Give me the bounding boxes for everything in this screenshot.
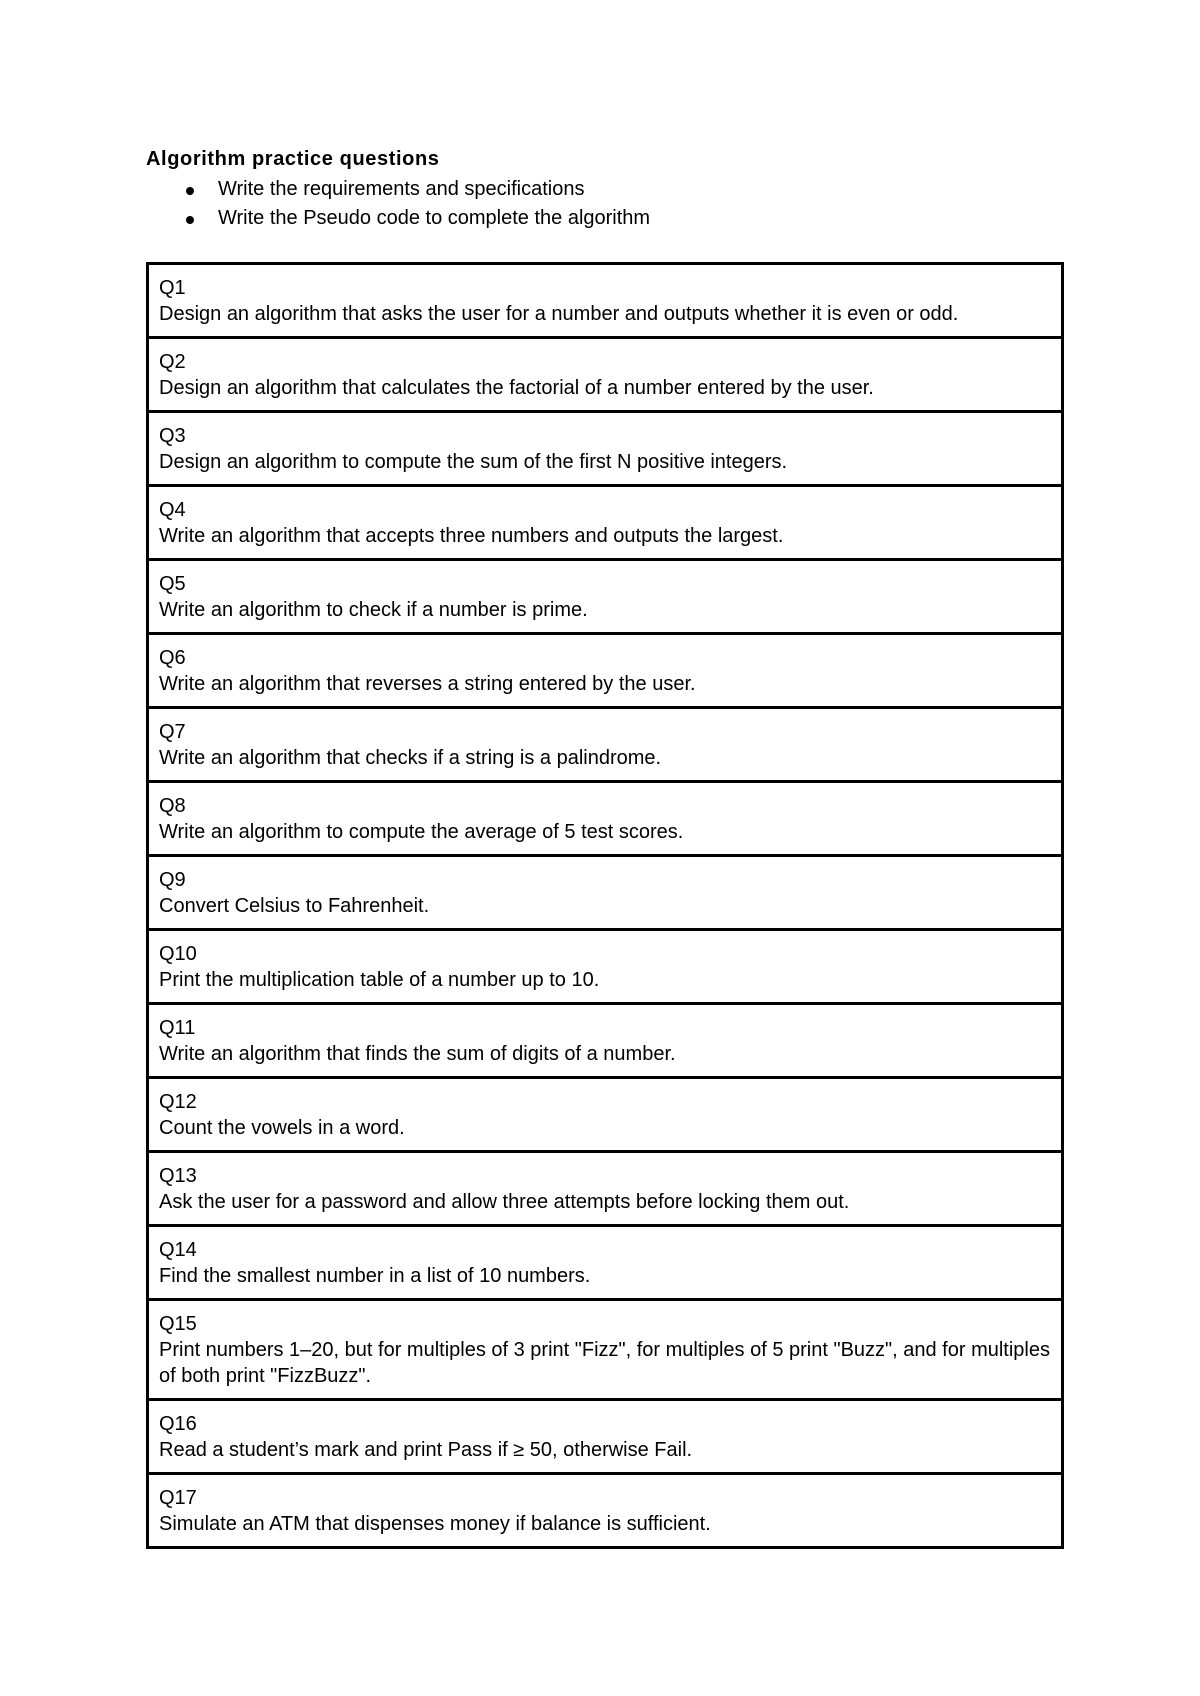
question-cell [148,1300,1063,1400]
question-text: Design an algorithm that asks the user for a number and outputs whether it is even or odd. [159,303,959,325]
question-cell [148,1474,1063,1548]
question-label: Q11 [159,1017,196,1039]
question-label: Q7 [159,721,186,743]
instruction-text: Write the Pseudo code to complete the algorithm [218,207,651,229]
question-cell [148,1078,1063,1152]
question-text: Print numbers 1–20, but for multiples of 3 print "Fizz", for multiples of 5 print "Buzz", and for multiples of both print "FizzBuzz". [159,1339,1050,1387]
instruction-item [146,204,650,233]
question-label: Q13 [159,1165,197,1187]
table-row [148,1078,1063,1152]
question-text: Read a student’s mark and print Pass if ≥ 50, otherwise Fail. [159,1439,693,1461]
question-text: Design an algorithm to compute the sum of the first N positive integers. [159,451,788,473]
question-text: Design an algorithm that calculates the factorial of a number entered by the user. [159,377,874,399]
table-row [148,856,1063,930]
question-label: Q3 [159,425,186,447]
question-text: Ask the user for a password and allow three attempts before locking them out. [159,1191,850,1213]
question-text: Write an algorithm to check if a number is prime. [159,599,588,621]
question-cell [148,264,1063,338]
table-row [148,1152,1063,1226]
question-label: Q12 [159,1091,197,1113]
table-row [148,708,1063,782]
question-text: Write an algorithm that reverses a string entered by the user. [159,673,696,695]
question-text: Write an algorithm that accepts three numbers and outputs the largest. [159,525,784,547]
table-row [148,634,1063,708]
question-cell [148,634,1063,708]
question-label: Q9 [159,869,186,891]
question-cell [148,1400,1063,1474]
table-row [148,782,1063,856]
question-text: Write an algorithm to compute the average of 5 test scores. [159,821,684,843]
question-text: Find the smallest number in a list of 10 numbers. [159,1265,591,1287]
table-row [148,412,1063,486]
table-row [148,1226,1063,1300]
question-label: Q16 [159,1413,197,1435]
table-row [148,1004,1063,1078]
question-label: Q14 [159,1239,197,1261]
table-row [148,1474,1063,1548]
question-cell [148,560,1063,634]
question-text: Simulate an ATM that dispenses money if balance is sufficient. [159,1513,711,1535]
instruction-text: Write the requirements and specifications [218,178,585,200]
table-row [148,264,1063,338]
question-label: Q8 [159,795,186,817]
question-label: Q15 [159,1313,197,1335]
instructions-list [146,175,650,233]
question-label: Q17 [159,1487,197,1509]
bullet-icon [186,187,194,195]
document-title: Algorithm practice questions [146,148,440,170]
table-row [148,930,1063,1004]
question-text: Write an algorithm that finds the sum of digits of a number. [159,1043,676,1065]
questions-table [146,262,1064,1549]
question-text: Write an algorithm that checks if a string is a palindrome. [159,747,662,769]
question-label: Q5 [159,573,186,595]
question-text: Convert Celsius to Fahrenheit. [159,895,430,917]
bullet-icon [186,216,194,224]
question-cell [148,856,1063,930]
question-label: Q2 [159,351,186,373]
question-cell [148,782,1063,856]
question-cell [148,412,1063,486]
question-cell [148,486,1063,560]
question-label: Q1 [159,277,186,299]
table-row [148,338,1063,412]
question-label: Q6 [159,647,186,669]
question-label: Q10 [159,943,197,965]
table-row [148,1400,1063,1474]
question-cell [148,930,1063,1004]
question-cell [148,708,1063,782]
question-cell [148,1152,1063,1226]
instruction-item [146,175,650,204]
table-row [148,486,1063,560]
question-label: Q4 [159,499,186,521]
question-text: Print the multiplication table of a number up to 10. [159,969,600,991]
table-row [148,560,1063,634]
question-cell [148,338,1063,412]
question-cell [148,1004,1063,1078]
question-cell [148,1226,1063,1300]
question-text: Count the vowels in a word. [159,1117,405,1139]
table-row [148,1300,1063,1400]
